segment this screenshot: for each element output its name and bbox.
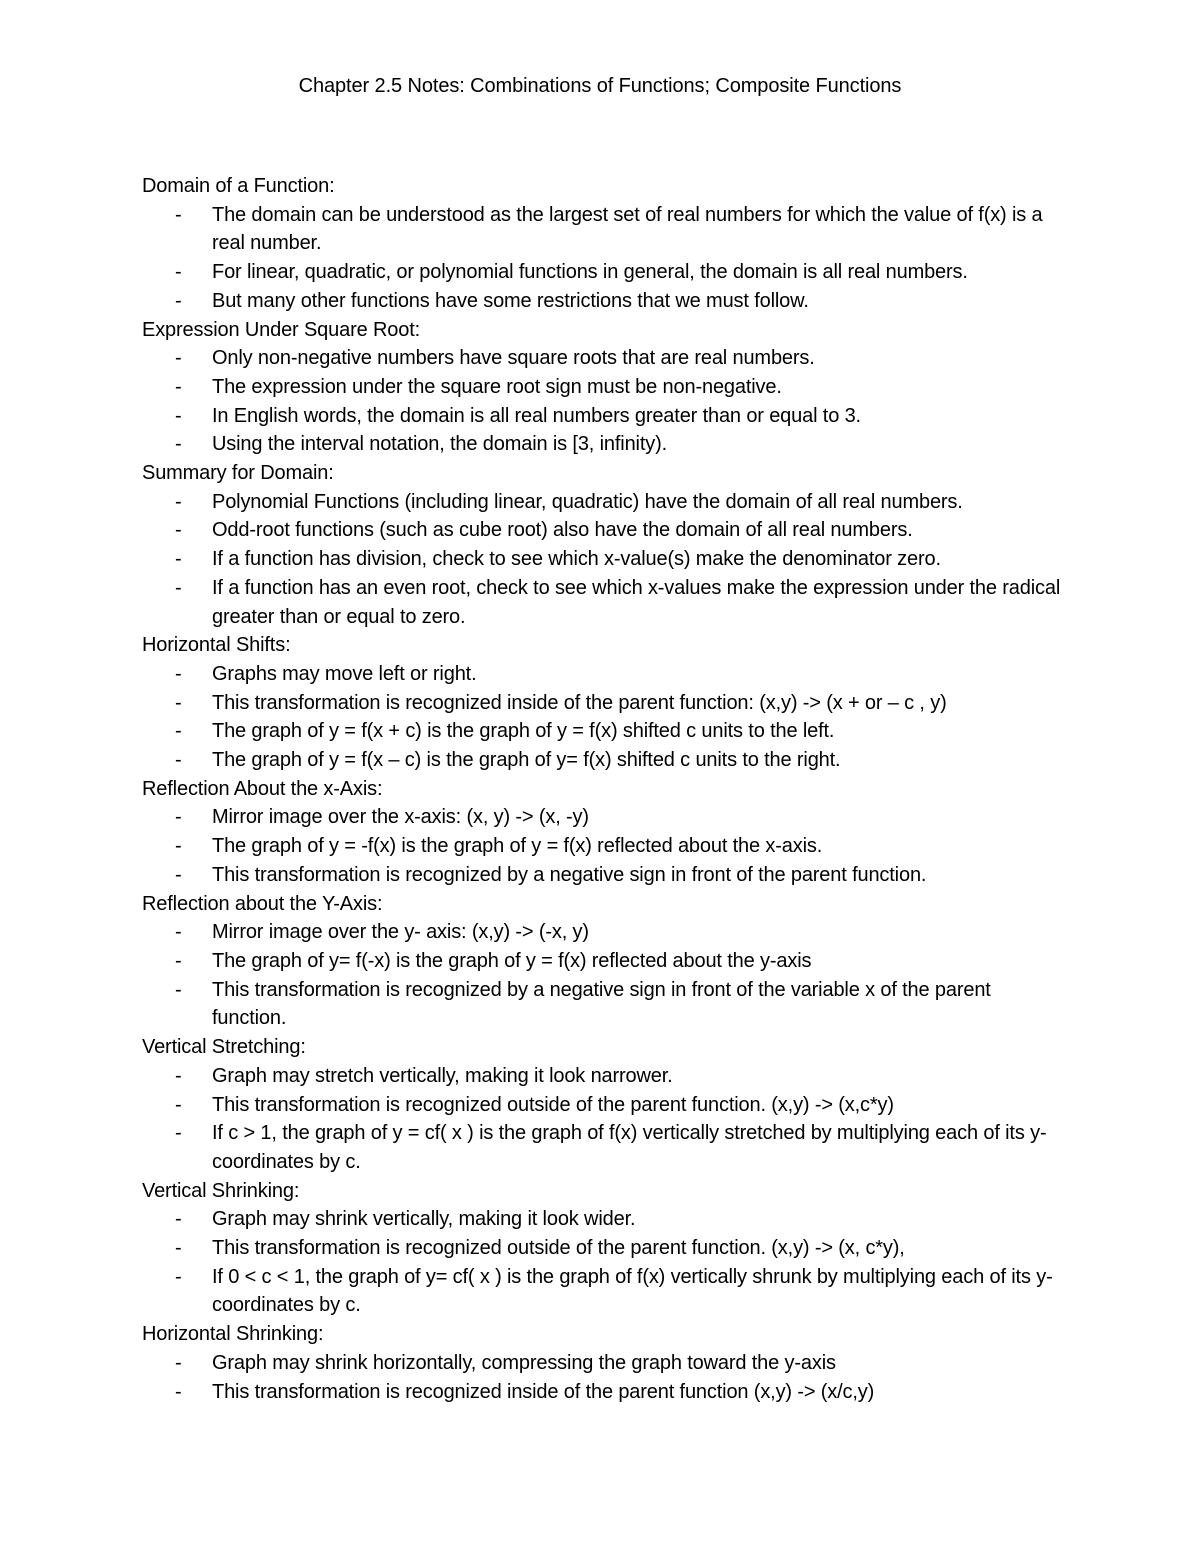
- bullet-text: In English words, the domain is all real numbers greater than or equal to 3.: [212, 404, 861, 427]
- bullet-text: Mirror image over the y- axis: (x,y) -> (-x, y): [212, 921, 589, 944]
- bullet-item: [142, 344, 1062, 373]
- bullet-text: Odd-root functions (such as cube root) also have the domain of all real numbers.: [212, 519, 913, 542]
- bullet-dash: -: [175, 720, 182, 743]
- section-heading: Vertical Stretching:: [142, 1036, 306, 1059]
- bullet-item: [142, 1263, 1062, 1320]
- bullet-text: The graph of y = -f(x) is the graph of y = f(x) reflected about the x-axis.: [212, 835, 823, 858]
- bullet-item: [142, 574, 1062, 631]
- bullet-text: The graph of y= f(-x) is the graph of y = f(x) reflected about the y-axis: [212, 949, 812, 972]
- section-heading: Reflection about the Y-Axis:: [142, 892, 383, 915]
- bullet-dash: -: [175, 1122, 182, 1145]
- bullet-item: [142, 430, 1062, 459]
- notes-section: [142, 459, 1062, 631]
- bullet-dash: -: [175, 433, 182, 456]
- bullet-item: [142, 803, 1062, 832]
- bullet-dash: -: [175, 1093, 182, 1116]
- bullet-text: If 0 < c < 1, the graph of y= cf( x ) is the graph of f(x) vertically shrunk by multiplying each of its y-coordinates by c.: [212, 1265, 1053, 1317]
- bullet-list: [142, 660, 1062, 775]
- bullet-dash: -: [175, 375, 182, 398]
- bullet-item: [142, 947, 1062, 976]
- bullet-item: [142, 918, 1062, 947]
- bullet-item: [142, 488, 1062, 517]
- bullet-text: Graph may stretch vertically, making it look narrower.: [212, 1064, 673, 1087]
- bullet-text: For linear, quadratic, or polynomial functions in general, the domain is all real numbers.: [212, 261, 968, 284]
- bullet-dash: -: [175, 203, 182, 226]
- bullet-dash: -: [175, 662, 182, 685]
- bullet-dash: -: [175, 1237, 182, 1260]
- bullet-dash: -: [175, 691, 182, 714]
- notes-section: [142, 172, 1062, 316]
- bullet-dash: -: [175, 490, 182, 513]
- notes-section: [142, 775, 1062, 890]
- bullet-dash: -: [175, 289, 182, 312]
- bullet-dash: -: [175, 261, 182, 284]
- bullet-text: Polynomial Functions (including linear, quadratic) have the domain of all real numbers.: [212, 490, 963, 513]
- notes-section: [142, 1033, 1062, 1177]
- bullet-text: The domain can be understood as the largest set of real numbers for which the value of f(x) is a real number.: [212, 203, 1043, 255]
- bullet-item: [142, 861, 1062, 890]
- bullet-text: This transformation is recognized outside of the parent function. (x,y) -> (x, c*y),: [212, 1237, 905, 1260]
- bullet-text: This transformation is recognized inside of the parent function: (x,y) -> (x + or – c , y): [212, 691, 947, 714]
- bullet-item: [142, 1378, 1062, 1407]
- bullet-list: [142, 1349, 1062, 1406]
- section-heading: Vertical Shrinking:: [142, 1179, 300, 1202]
- bullet-item: [142, 545, 1062, 574]
- bullet-list: [142, 918, 1062, 1033]
- section-heading: Horizontal Shrinking:: [142, 1323, 324, 1346]
- bullet-text: The graph of y = f(x + c) is the graph of y = f(x) shifted c units to the left.: [212, 720, 835, 743]
- bullet-item: [142, 1091, 1062, 1120]
- bullet-text: The expression under the square root sign must be non-negative.: [212, 375, 782, 398]
- bullet-item: [142, 402, 1062, 431]
- bullet-list: [142, 201, 1062, 316]
- page-title: Chapter 2.5 Notes: Combinations of Functions; Composite Functions: [298, 75, 902, 97]
- bullet-dash: -: [175, 863, 182, 886]
- bullet-text: Mirror image over the x-axis: (x, y) -> (x, -y): [212, 806, 589, 829]
- bullet-text: Graphs may move left or right.: [212, 662, 477, 685]
- bullet-text: If a function has division, check to see which x-value(s) make the denominator zero.: [212, 548, 941, 571]
- bullet-list: [142, 488, 1062, 632]
- bullet-dash: -: [175, 1351, 182, 1374]
- bullet-text: Graph may shrink vertically, making it look wider.: [212, 1208, 636, 1231]
- notes-section: [142, 1177, 1062, 1321]
- bullet-dash: -: [175, 806, 182, 829]
- notes-section: [142, 1320, 1062, 1406]
- bullet-text: Only non-negative numbers have square roots that are real numbers.: [212, 347, 815, 370]
- bullet-item: [142, 746, 1062, 775]
- bullet-text: This transformation is recognized inside of the parent function (x,y) -> (x/c,y): [212, 1380, 875, 1403]
- bullet-dash: -: [175, 519, 182, 542]
- bullet-text: This transformation is recognized outside of the parent function. (x,y) -> (x,c*y): [212, 1093, 894, 1116]
- section-heading: Horizontal Shifts:: [142, 634, 291, 657]
- bullet-list: [142, 344, 1062, 459]
- bullet-dash: -: [175, 949, 182, 972]
- section-heading: Expression Under Square Root:: [142, 318, 421, 341]
- bullet-list: [142, 803, 1062, 889]
- bullet-dash: -: [175, 1064, 182, 1087]
- bullet-item: [142, 717, 1062, 746]
- bullet-dash: -: [175, 576, 182, 599]
- bullet-list: [142, 1062, 1062, 1177]
- section-heading: Summary for Domain:: [142, 462, 334, 485]
- notes-section: [142, 316, 1062, 460]
- bullet-dash: -: [175, 921, 182, 944]
- bullet-dash: -: [175, 835, 182, 858]
- bullet-item: [142, 516, 1062, 545]
- bullet-item: [142, 1062, 1062, 1091]
- bullet-item: [142, 1119, 1062, 1176]
- bullet-dash: -: [175, 347, 182, 370]
- bullet-dash: -: [175, 749, 182, 772]
- bullet-item: [142, 1205, 1062, 1234]
- section-heading: Reflection About the x-Axis:: [142, 777, 383, 800]
- section-heading: Domain of a Function:: [142, 175, 335, 197]
- bullet-item: [142, 258, 1062, 287]
- bullet-item: [142, 1234, 1062, 1263]
- bullet-text: This transformation is recognized by a negative sign in front of the parent function.: [212, 863, 927, 886]
- bullet-item: [142, 660, 1062, 689]
- bullet-dash: -: [175, 548, 182, 571]
- bullet-text: The graph of y = f(x – c) is the graph of y= f(x) shifted c units to the right.: [212, 749, 841, 772]
- bullet-list: [142, 1205, 1062, 1320]
- bullet-text: This transformation is recognized by a negative sign in front of the variable x of the parent function.: [212, 978, 991, 1030]
- bullet-item: [142, 689, 1062, 718]
- bullet-item: [142, 373, 1062, 402]
- bullet-text: Graph may shrink horizontally, compressing the graph toward the y-axis: [212, 1351, 836, 1374]
- bullet-item: [142, 201, 1062, 258]
- bullet-text: If c > 1, the graph of y = cf( x ) is the graph of f(x) vertically stretched by multiplying each of its y-coordinates by c.: [212, 1122, 1047, 1173]
- bullet-dash: -: [175, 1380, 182, 1403]
- notes-section: [142, 890, 1062, 1034]
- notes-body: [142, 172, 1062, 1406]
- bullet-text: If a function has an even root, check to see which x-values make the expression under the radical greater than or equal to zero.: [212, 576, 1061, 628]
- bullet-item: [142, 976, 1062, 1033]
- notes-section: [142, 631, 1062, 775]
- bullet-dash: -: [175, 978, 182, 1001]
- bullet-dash: -: [175, 1265, 182, 1288]
- bullet-text: But many other functions have some restrictions that we must follow.: [212, 289, 809, 312]
- bullet-item: [142, 832, 1062, 861]
- bullet-dash: -: [175, 1208, 182, 1231]
- bullet-dash: -: [175, 404, 182, 427]
- bullet-item: [142, 287, 1062, 316]
- bullet-text: Using the interval notation, the domain is [3, infinity).: [212, 433, 668, 456]
- bullet-item: [142, 1349, 1062, 1378]
